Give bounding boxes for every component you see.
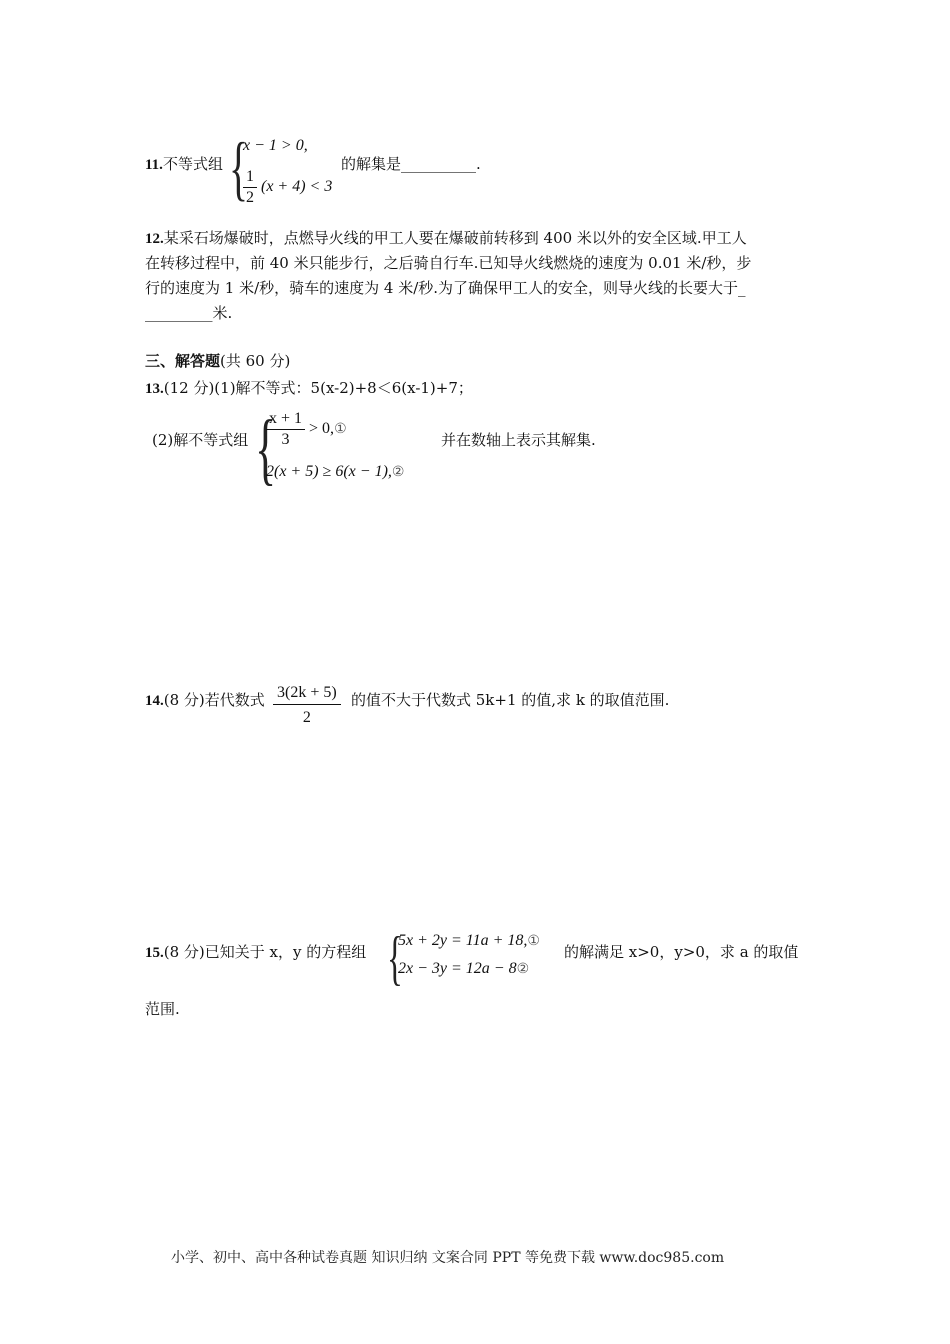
q12-line3: 行的速度为 1 米/秒，骑车的速度为 4 米/秒.为了确保甲工人的安全，则导火线的长要大于_ <box>145 279 746 297</box>
q15-number: 15. <box>145 945 164 961</box>
section3-heading <box>145 351 290 372</box>
q14-lead-text: (8 分)若代数式 <box>163 691 265 709</box>
q12-line4: _________米. <box>145 304 233 322</box>
q14-fraction <box>273 684 341 727</box>
q15-eq2 <box>398 960 529 978</box>
section3-title: 三、解答题 <box>145 354 221 370</box>
q11-label <box>145 154 223 175</box>
q14-frac-den: 2 <box>302 709 311 726</box>
q12-line2: 在转移过程中，前 40 米只能步行，之后骑自行车.已知导火线燃烧的速度为 0.01 米/秒，步 <box>145 254 752 272</box>
q11-tail: 的解集是__________. <box>341 155 481 173</box>
q13-tail: 并在数轴上表示其解集. <box>441 431 596 449</box>
q13-part1-text: (12 分)(1)解不等式：5(x-2)+8＜6(x-1)+7； <box>163 379 473 397</box>
section3-points: (共 60 分) <box>220 352 291 370</box>
q11-lead: 不等式组 <box>162 155 223 173</box>
q15-lead-text: (8 分)已知关于 x，y 的方程组 <box>163 943 367 961</box>
q13-ineq1-rest: > 0, <box>309 420 335 438</box>
q15-eq2-text: 2x − 3y = 12a − 8 <box>398 960 517 977</box>
q13-ineq2 <box>266 463 404 481</box>
q11-ineq2-rest: (x + 4) < 3 <box>261 178 333 196</box>
q11-frac-num: 1 <box>243 168 257 188</box>
q13-brace: { <box>255 405 277 493</box>
q13-part2-lead: (2)解不等式组 <box>152 431 249 449</box>
q11-brace: { <box>229 128 249 208</box>
q11-frac-den: 2 <box>246 189 254 206</box>
q15-mark-1: ① <box>527 934 540 949</box>
q12-number: 12. <box>145 231 164 247</box>
q14-number: 14. <box>145 693 164 709</box>
q13-frac-den: 3 <box>281 431 290 448</box>
q15-lead <box>145 942 366 963</box>
q15-eq1-text: 5x + 2y = 11a + 18, <box>398 932 528 949</box>
q13-mark-1: ① <box>334 422 347 438</box>
q12-line1-text: 某采石场爆破时，点燃导火线的甲工人要在爆破前转移到 400 米以外的安全区域.甲工人 <box>163 229 747 247</box>
q11-ineq2 <box>243 168 332 207</box>
q14-frac-num: 3(2k + 5) <box>273 684 341 705</box>
q14-lead <box>145 690 265 711</box>
q14-tail: 的值不大于代数式 5k+1 的值,求 k 的取值范围. <box>351 691 670 709</box>
q15-brace: { <box>387 925 403 991</box>
q13-part1 <box>145 378 473 399</box>
q11-ineq1: x − 1 > 0, <box>243 137 308 154</box>
footer-text: 小学、初中、高中各种试卷真题 知识归纳 文案合同 PPT 等免费下载 www.doc985.com <box>171 1250 725 1266</box>
q13-number: 13. <box>145 381 164 397</box>
q11-number: 11. <box>145 157 163 173</box>
q13-frac-num: x + 1 <box>266 410 305 430</box>
q15-tail: 的解满足 x>0，y>0，求 a 的取值 <box>564 943 799 961</box>
q13-ineq1 <box>266 410 347 449</box>
q15-eq1 <box>398 932 540 950</box>
q12-line1 <box>145 228 747 249</box>
q13-mark-2: ② <box>391 465 405 480</box>
q15-mark-2: ② <box>516 962 530 977</box>
q13-ineq2-text: 2(x + 5) ≥ 6(x − 1), <box>266 463 392 480</box>
q15-line2: 范围. <box>145 1000 180 1018</box>
